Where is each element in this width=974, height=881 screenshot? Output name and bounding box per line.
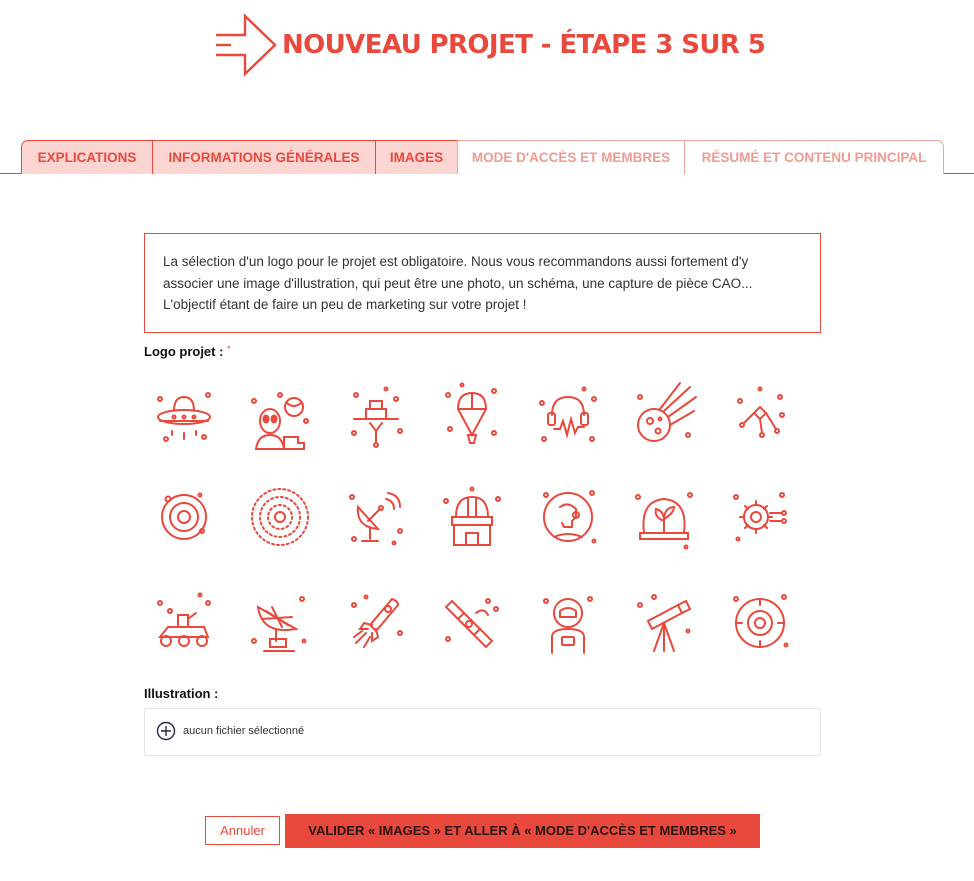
- cancel-button[interactable]: Annuler: [205, 816, 280, 845]
- gear-probe-icon: [720, 477, 800, 557]
- moon-rover-icon: [144, 581, 224, 661]
- observatory-icon: [432, 477, 512, 557]
- logo-option[interactable]: [528, 373, 608, 453]
- lander-icon: [336, 373, 416, 453]
- logo-option[interactable]: [432, 581, 512, 661]
- porthole-icon: [720, 581, 800, 661]
- arrow-right-icon: [213, 12, 277, 78]
- illustration-label: Illustration :: [144, 686, 219, 701]
- headset-signal-icon: [528, 373, 608, 453]
- info-text: La sélection d'un logo pour le projet est obligatoire. Nous vous recommandons aussi fortement d'y associer une image d'illustration, qui peut être une photo, un schéma, une capture de pièce CAO... L'objectif étant de faire un peu de marketing sur votre projet !: [163, 254, 753, 312]
- logo-option[interactable]: [624, 373, 704, 453]
- tab-images[interactable]: IMAGES: [375, 140, 458, 174]
- logo-option[interactable]: [624, 581, 704, 661]
- logo-label: Logo projet : *: [144, 344, 231, 359]
- radio-telescope-icon: [240, 581, 320, 661]
- required-mark: *: [227, 344, 231, 354]
- tab-explications[interactable]: EXPLICATIONS: [21, 140, 153, 174]
- plus-circle-icon[interactable]: [156, 721, 176, 741]
- logo-option[interactable]: [528, 477, 608, 557]
- tab-informations-generales[interactable]: INFORMATIONS GÉNÉRALES: [152, 140, 376, 174]
- space-station-icon: [432, 581, 512, 661]
- terrarium-plant-icon: [624, 477, 704, 557]
- telescope-icon: [624, 581, 704, 661]
- submit-button[interactable]: VALIDER « IMAGES » ET ALLER À « MODE D'ACCÈS ET MEMBRES »: [285, 814, 760, 848]
- file-status: aucun fichier sélectionné: [183, 725, 305, 737]
- ufo-icon: [144, 373, 224, 453]
- logo-option[interactable]: [624, 477, 704, 557]
- illustration-file-picker[interactable]: [144, 708, 821, 756]
- wizard-tabs: [0, 140, 974, 174]
- logo-option[interactable]: [240, 373, 320, 453]
- page-header: [0, 0, 974, 100]
- logo-option[interactable]: [144, 373, 224, 453]
- tab-resume-contenu[interactable]: RÉSUMÉ ET CONTENU PRINCIPAL: [684, 140, 944, 174]
- logo-option[interactable]: [144, 477, 224, 557]
- planet-orbit-icon: [144, 477, 224, 557]
- logo-option[interactable]: [144, 581, 224, 661]
- logo-option[interactable]: [528, 581, 608, 661]
- galaxy-icon: [240, 477, 320, 557]
- astronaut-suit-icon: [528, 581, 608, 661]
- page-title: NOUVEAU PROJET - ÉTAPE 3 SUR 5: [282, 30, 766, 60]
- logo-option[interactable]: [720, 373, 800, 453]
- logo-option[interactable]: [432, 373, 512, 453]
- radar-dish-icon: [336, 477, 416, 557]
- logo-option[interactable]: [720, 581, 800, 661]
- tab-mode-acces-membres[interactable]: MODE D'ACCÈS ET MEMBRES: [457, 140, 685, 174]
- logo-option[interactable]: [240, 581, 320, 661]
- astronaut-profile-icon: [528, 477, 608, 557]
- info-box: [144, 233, 821, 333]
- parachute-capsule-icon: [432, 373, 512, 453]
- logo-picker: [144, 373, 821, 663]
- logo-option[interactable]: [240, 477, 320, 557]
- rocket-icon: [336, 581, 416, 661]
- logo-option[interactable]: [336, 477, 416, 557]
- logo-option[interactable]: [432, 477, 512, 557]
- meteor-icon: [624, 373, 704, 453]
- logo-option[interactable]: [336, 373, 416, 453]
- logo-option[interactable]: [336, 581, 416, 661]
- small-satellite-icon: [720, 373, 800, 453]
- alien-planet-icon: [240, 373, 320, 453]
- logo-option[interactable]: [720, 477, 800, 557]
